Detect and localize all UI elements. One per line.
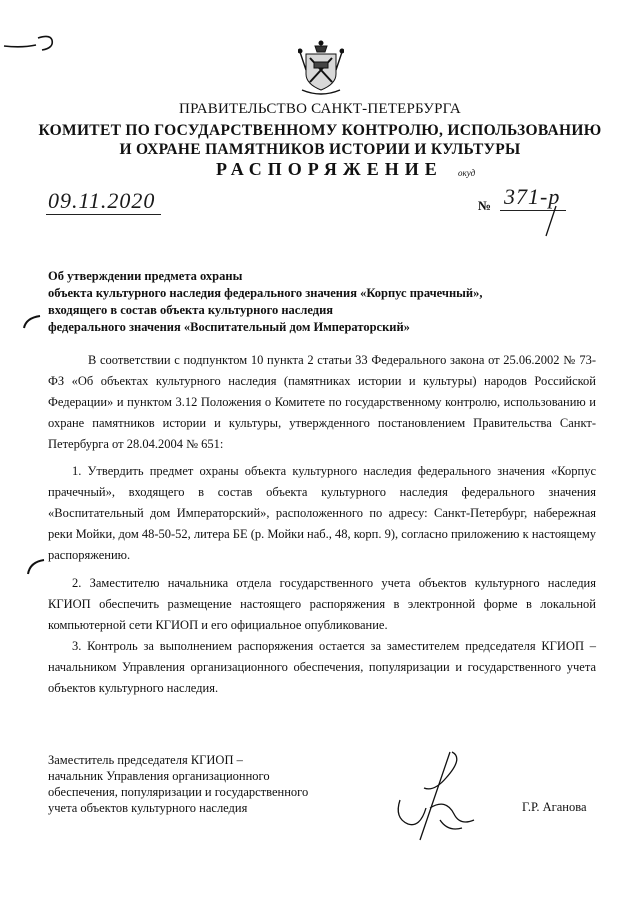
signer-line3: обеспечения, популяризации и государственного: [48, 785, 309, 799]
okud-label: окуд: [458, 168, 476, 178]
order-subject: [48, 268, 568, 336]
document-type-title: РАСПОРЯЖЕНИЕ: [216, 159, 443, 179]
handwritten-signature: [390, 748, 480, 848]
subject-line2: объекта культурного наследия федерального значения «Корпус прачечный»,: [48, 286, 483, 300]
subject-line1: Об утверждении предмета охраны: [48, 269, 243, 283]
number-underline-stroke: [540, 204, 560, 238]
signer-line4: учета объектов культурного наследия: [48, 801, 248, 815]
subject-line4: федерального значения «Воспитательный дом Императорский»: [48, 320, 410, 334]
number-label: №: [478, 198, 492, 213]
committee-title-line2: И ОХРАНЕ ПАМЯТНИКОВ ИСТОРИИ И КУЛЬТУРЫ: [119, 141, 521, 158]
preamble-paragraph: В соответствии с подпунктом 10 пункта 2 статьи 33 Федерального закона от 25.06.2002 № 73-ФЗ «Об объектах культурного наследия (памятниках истории и культуры) народов Российской Федерации» и пунктом 3.12 Положения о Комитете по государственному контролю, использованию и охране памятников истории и культуры, утвержденного постановлением Правительства Санкт-Петербурга от 28.04.2004 № 651:: [48, 353, 596, 451]
order-item-3: 3. Контроль за выполнением распоряжения остается за заместителем председателя КГИОП – начальником Управления организационного обеспечения, популяризации и государственного учета объектов культурного наследия.: [48, 639, 596, 695]
order-item-1: 1. Утвердить предмет охраны объекта культурного наследия федерального значения «Корпус прачечный», входящего в состав объекта культурного наследия федерального значения «Воспитательный дом Императорский», расположенного по адресу: Санкт-Петербург, набережная реки Мойки, дом 48-50-52, литера БЕ (р. Мойки наб., 48, корп. 9), согласно приложению к настоящему распоряжению.: [48, 464, 597, 562]
handwritten-mark: [2, 30, 62, 54]
government-title: ПРАВИТЕЛЬСТВО САНКТ-ПЕТЕРБУРГА: [179, 101, 461, 117]
margin-mark-top: [20, 312, 46, 332]
document-number: 371-р: [500, 184, 566, 211]
signer-line2: начальник Управления организационного: [48, 769, 270, 783]
committee-title-line1: КОМИТЕТ ПО ГОСУДАРСТВЕННОМУ КОНТРОЛЮ, ИСПОЛЬЗОВАНИЮ: [38, 122, 602, 139]
coat-of-arms-emblem: [298, 40, 344, 96]
margin-mark-middle: [24, 556, 50, 578]
signer-name: Г.Р. Аганова: [522, 800, 587, 814]
signer-line1: Заместитель председателя КГИОП –: [48, 753, 243, 767]
document-date: 09.11.2020: [46, 188, 161, 215]
subject-line3: входящего в состав объекта культурного наследия: [48, 303, 334, 317]
signer-position: [48, 752, 308, 816]
committee-title: [0, 121, 640, 159]
order-item-2: 2. Заместителю начальника отдела государственного учета объектов культурного наследия КГИОП обеспечить размещение настоящего распоряжения в электронной форме в локальной компьютерной сети КГИОП и его официальное опубликование.: [48, 576, 596, 632]
